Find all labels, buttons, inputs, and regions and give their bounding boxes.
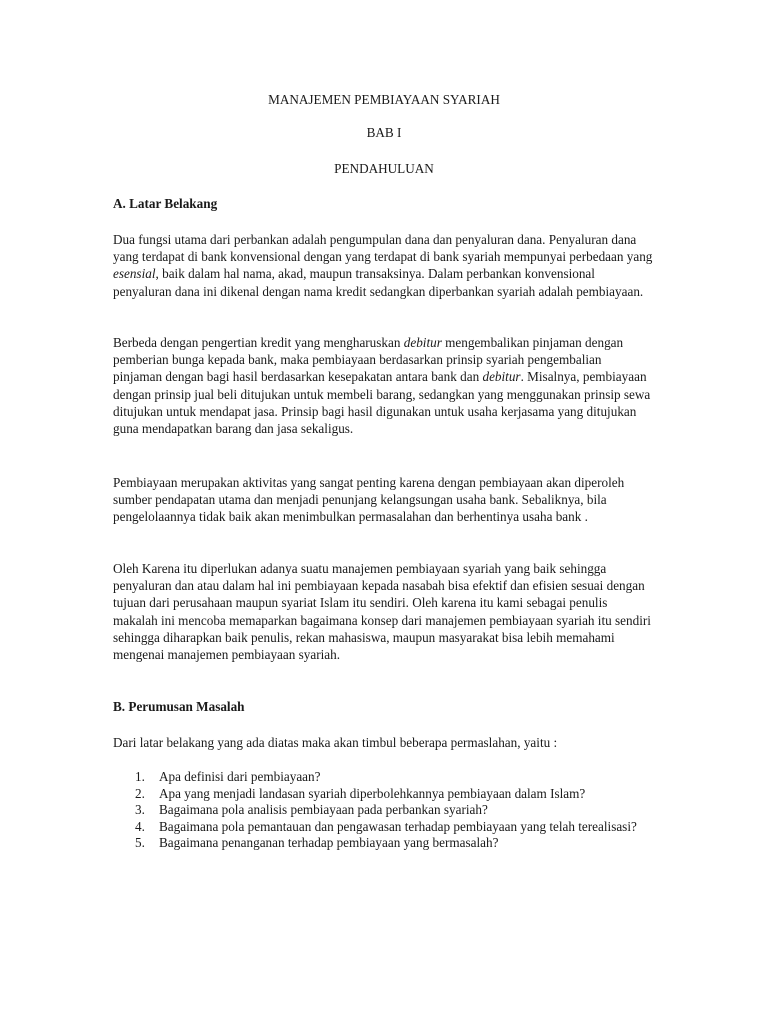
document-title: MANAJEMEN PEMBIAYAAN SYARIAH xyxy=(268,92,500,107)
list-item xyxy=(113,802,673,819)
list-item xyxy=(113,835,673,852)
chapter-number: BAB I xyxy=(366,125,402,140)
list-item-number: 4. xyxy=(135,818,145,834)
list-item-number: 2. xyxy=(135,785,145,801)
list-item-number: 1. xyxy=(135,769,145,784)
section-a-heading: A. Latar Belakang xyxy=(113,196,218,211)
paragraph-3: Pembiayaan merupakan aktivitas yang sangat penting karena dengan pembiayaan akan diperoleh sumber pendapatan utama dan menjadi penunjang kelangsungan usaha bank. Sebaliknya, bila pengelolaannya tidak baik akan menimbulkan permasalahan dan berhentinya usaha bank . xyxy=(113,475,625,525)
list-item-number: 3. xyxy=(135,802,145,817)
list-item-text: Apa definisi dari pembiayaan? xyxy=(159,769,321,784)
paragraph-2-text-c: . Misalnya, pembiayaan dengan prinsip jual beli ditujukan untuk membeli barang, sedangkan yang menggunakan prinsip sewa ditujukan untuk mendapat jasa. Prinsip bagi hasil digunakan untuk usaha kerjasama yang ditujukan guna mendapatkan barang dan jasa sekaligus. xyxy=(113,369,651,437)
paragraph-2-emphasis-2: debitur xyxy=(482,369,521,385)
chapter-title: PENDAHULUAN xyxy=(334,161,434,176)
list-item-text: Bagaimana pola analisis pembiayaan pada perbankan syariah? xyxy=(159,802,488,817)
list-item-text: Apa yang menjadi landasan syariah diperbolehkannya pembiayaan dalam Islam? xyxy=(159,785,586,801)
paragraph-1-text-b: , baik dalam hal nama, akad, maupun transaksinya. Dalam perbankan konvensional penyaluran dana ini dikenal dengan nama kredit sedangkan diperbankan syariah adalah pembiayaan. xyxy=(113,266,644,299)
list-item-number: 5. xyxy=(135,835,145,850)
paragraph-1 xyxy=(113,231,653,300)
paragraph-2-text-b: mengembalikan pinjaman dengan pemberian bunga kepada bank, maka pembiayaan berdasarkan prinsip syariah pengembalian pinjaman dengan bagi hasil berdasarkan kesepakatan antara bank dan xyxy=(113,335,624,385)
section-b-intro: Dari latar belakang yang ada diatas maka akan timbul beberapa permaslahan, yaitu : xyxy=(113,735,558,750)
paragraph-2 xyxy=(113,334,653,437)
paragraph-4: Oleh Karena itu diperlukan adanya suatu manajemen pembiayaan syariah yang baik sehingga penyaluran dan atau dalam hal ini pembiayaan kepada nasabah bisa efektif dan efisien sesuai dengan tujuan dari perusahaan maupun syariat Islam itu sendiri. Oleh karena itu kami sebagai penulis makalah ini mencoba memaparkan bagaimana konsep dari manajemen pembiayaan syariah itu sendiri sehingga diharapkan baik penulis, rekan mahasiswa, maupun masyarakat bisa lebih memahami mengenai manajemen pembiayaan syariah. xyxy=(113,561,651,663)
list-item xyxy=(113,786,673,803)
paragraph-1-emphasis: esensial xyxy=(113,266,156,282)
list-item-text: Bagaimana penanganan terhadap pembiayaan yang bermasalah? xyxy=(159,835,499,850)
list-item-text: Bagaimana pola pemantauan dan pengawasan terhadap pembiayaan yang telah terealisasi? xyxy=(159,818,637,834)
list-item xyxy=(113,769,673,786)
paragraph-2-text-a: Berbeda dengan pengertian kredit yang mengharuskan xyxy=(113,335,404,350)
list-item xyxy=(113,819,673,836)
problem-list xyxy=(113,769,673,852)
paragraph-1-text-a: Dua fungsi utama dari perbankan adalah pengumpulan dana dan penyaluran dana. Penyaluran dana yang terdapat di bank konvensional dengan yang terdapat di bank syariah mempunyai perbedaan yang xyxy=(113,232,653,265)
section-b-heading: B. Perumusan Masalah xyxy=(113,699,245,714)
paragraph-2-emphasis-1: debitur xyxy=(403,335,442,350)
